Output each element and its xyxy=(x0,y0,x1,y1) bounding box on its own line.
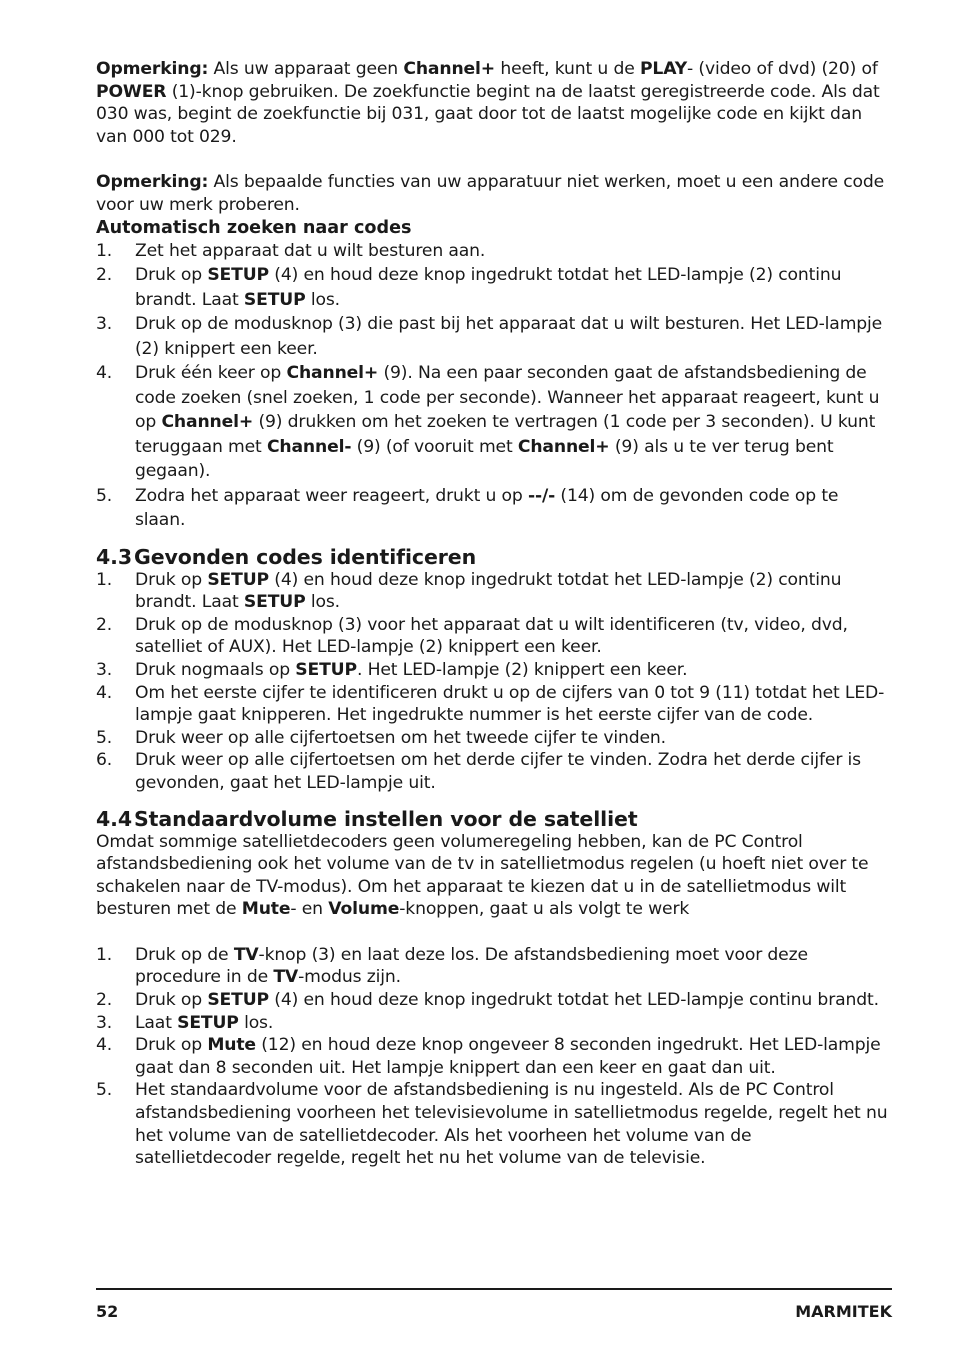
list-item: 2. Druk op SETUP (4) en houd deze knop ingedrukt totdat het LED-lampje continu brandt. xyxy=(96,990,879,1011)
list-item: 1. Druk op de TV-knop (3) en laat deze los. De afstandsbediening moet voor deze procedure in de TV-modus zijn. xyxy=(96,944,808,988)
identify-codes-steps xyxy=(96,569,892,795)
auto-search-steps xyxy=(96,239,892,533)
list-item: 1. Zet het apparaat dat u wilt besturen aan. xyxy=(96,240,486,261)
subheading-auto-search: Automatisch zoeken naar codes xyxy=(96,217,412,238)
list-item: 1. Druk op SETUP (4) en houd deze knop ingedrukt totdat het LED-lampje (2) continu brandt. Laat SETUP los. xyxy=(96,569,842,613)
list-item: 2. Druk op SETUP (4) en houd deze knop ingedrukt totdat het LED-lampje (2) continu brandt. Laat SETUP los. xyxy=(96,265,842,310)
list-item: 2. Druk op de modusknop (3) voor het apparaat dat u wilt identificeren (tv, video, dvd, satelliet of AUX). Het LED-lampje (2) knippert een keer. xyxy=(96,614,848,658)
section-heading-4-4: 4.4Standaardvolume instellen voor de satelliet xyxy=(96,806,638,831)
page-content xyxy=(96,58,892,1170)
list-item: 3. Druk op de modusknop (3) die past bij het apparaat dat u wilt besturen. Het LED-lampje (2) knippert een keer. xyxy=(96,314,883,359)
default-volume-steps xyxy=(96,944,892,1170)
list-item: 5. Druk weer op alle cijfertoetsen om het tweede cijfer te vinden. xyxy=(96,727,666,748)
section-intro-paragraph: Omdat sommige satellietdecoders geen volumeregeling hebben, kan de PC Control afstandsbediening ook het volume van de tv in satellietmodus regelen (u hoeft niet over te schakelen naar de TV-modus). Om het apparaat te kiezen dat u in de satellietmodus wilt besturen met de Mute- en Volume-knoppen, gaat u als volgt te werk xyxy=(96,831,869,920)
page-footer xyxy=(96,1288,892,1321)
section-heading-4-3: 4.3Gevonden codes identificeren xyxy=(96,544,477,569)
list-item: 4. Om het eerste cijfer te identificeren drukt u op de cijfers van 0 tot 9 (11) totdat het LED-lampje gaat knipperen. Het ingedrukte nummer is het eerste cijfer van de code. xyxy=(96,682,885,726)
note-paragraph: Opmerking: Als bepaalde functies van uw apparatuur niet werken, moet u een andere code voor uw merk proberen. xyxy=(96,172,885,215)
note-paragraph: Opmerking: Als uw apparaat geen Channel+ heeft, kunt u de PLAY- (video of dvd) (20) of POWER (1)-knop gebruiken. De zoekfunctie begint na de laatst geregistreerde code. Als dat 030 was, begint de zoekfunctie bij 031, gaat door tot de laatst mogelijke code en kijkt dan van 000 tot 029. xyxy=(96,59,880,147)
list-item: 6. Druk weer op alle cijfertoetsen om het derde cijfer te vinden. Zodra het derde cijfer is gevonden, gaat het LED-lampje uit. xyxy=(96,750,861,793)
list-item: 3. Druk nogmaals op SETUP. Het LED-lampje (2) knippert een keer. xyxy=(96,659,688,680)
page-number: 52 xyxy=(96,1302,119,1321)
brand-name: MARMITEK xyxy=(795,1302,892,1321)
list-item: 5. Zodra het apparaat weer reageert, drukt u op --/- (14) om de gevonden code op te slaan. xyxy=(96,485,839,531)
list-item: 4. Druk één keer op Channel+ (9). Na een paar seconden gaat de afstandsbediening de code zoeken (snel zoeken, 1 code per seconde). Wanneer het apparaat reageert, kunt u op Channel+ (9) drukken om het zoeken te vertragen (1 code per 3 seconden). U kunt teruggaan met Channel- (9) (of vooruit met Channel+ (9) als u te ver terug bent gegaan). xyxy=(96,363,880,482)
list-item: 3. Laat SETUP los. xyxy=(96,1012,274,1033)
list-item: 5. Het standaardvolume voor de afstandsbediening is nu ingesteld. Als de PC Control afstandsbediening voorheen het televisievolume in satellietmodus regelde, regelt het nu het volume van de satellietdecoder. Als het voorheen het volume van de satellietdecoder regelde, regelt het nu het volume van de televisie. xyxy=(96,1080,888,1169)
list-item: 4. Druk op Mute (12) en houd deze knop ongeveer 8 seconden ingedrukt. Het LED-lampje gaat dan 8 seconden uit. Het lampje knippert dan een keer en gaat dan uit. xyxy=(96,1035,881,1078)
